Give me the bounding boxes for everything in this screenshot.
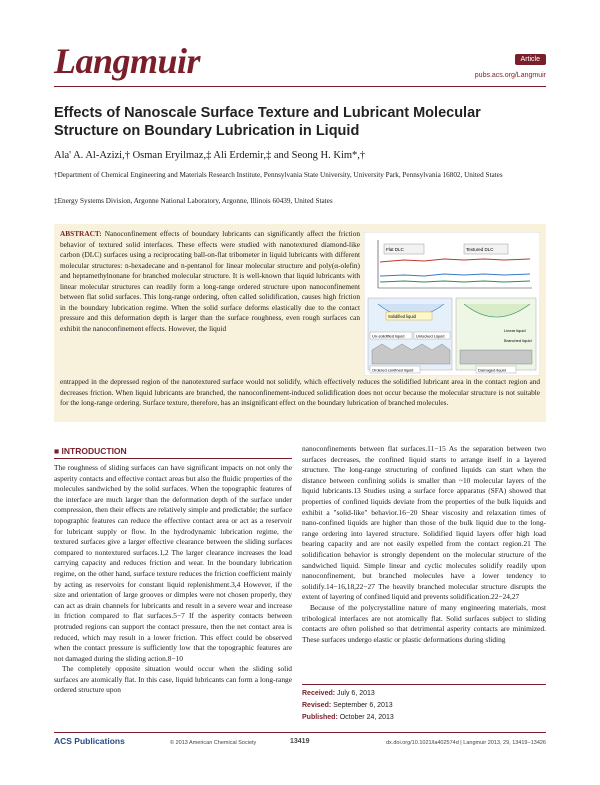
doi-citation[interactable]: dx.doi.org/10.1021/la402574d | Langmuir 2013, 29, 13419−13426: [386, 740, 546, 746]
toc-label-unsolidified: Un-solidified liquid: [372, 333, 405, 339]
article-title: Effects of Nanoscale Surface Texture and Lubricant Molecular Structure on Boundary Lubrication in Liquid: [54, 105, 481, 139]
dates-rule: [302, 684, 546, 685]
section-rule: [54, 458, 292, 459]
intro-right-column: [302, 444, 546, 645]
abstract-text: [60, 229, 360, 334]
abstract-label: ABSTRACT:: [60, 229, 102, 238]
section-title: INTRODUCTION: [61, 446, 127, 456]
copyright: © 2013 American Chemical Society: [170, 740, 257, 746]
affiliation-2: ‡Energy Systems Division, Argonne National Laboratory, Argonne, Illinois 60439, United States: [54, 197, 333, 205]
footer-rule: [54, 732, 546, 733]
published-date: October 24, 2013: [339, 714, 394, 721]
published-label: Published:: [302, 714, 338, 721]
author-list: Ala' A. Al-Azizi,† Osman Eryilmaz,‡ Ali Erdemir,‡ and Seong H. Kim*,†: [54, 150, 366, 161]
toc-graphic-svg: [364, 232, 540, 376]
section-heading-introduction: [54, 446, 127, 456]
toc-label-ordered: Ordered confined liquid: [372, 367, 414, 373]
journal-url[interactable]: pubs.acs.org/Langmuir: [474, 72, 546, 79]
intro-paragraph: nanoconfinements between flat surfaces.11−15 As the separation between two surfaces decreases, the confined liquid starts to arrange itself in a layered structure. The long-range structuring of confined liquids can start when the distance between confining solids is smaller than ~10 molecular layers of the liquid lubricants.13 Studies using a surface force apparatus (SFA) showed that properties of confined liquids deviate from the properties of the bulk liquids and exhibit a "solid-like" behavior.16−20 Shear viscosity and relaxation times of nano-confined liquids are higher than those of the bulk liquid due to the long-range ordering into layered structure. Solidified liquid layers offer high load bearing capacity and are not easily expelled from the contact region.21 The solidification behavior is strongly dependent on the molecular structure of the sandwiched liquid. Simple linear and cyclic molecules solidify readily upon nanoconfinement, but branched molecules have a lower tendency to solidify.14−16,18,22−27 The heavily branched molecular structure disrupts the extent of layering of confined liquid and prevents solidification.22−24,27: [302, 444, 546, 602]
toc-legend-flat: Flat DLC: [386, 247, 404, 252]
toc-label-branched: Branched liquid: [504, 338, 532, 343]
affiliation-1: †Department of Chemical Engineering and Materials Research Institute, Pennsylvania State University, University Park, Pennsylvania 16802, United States: [54, 171, 503, 179]
toc-label-linear: Linear liquid: [504, 328, 526, 333]
received-label: Received:: [302, 690, 336, 697]
toc-legend-textured: Textured DLC: [466, 247, 494, 252]
revised-date: September 6, 2013: [333, 702, 393, 709]
intro-paragraph: Because of the polycrystalline nature of many engineering materials, most tribological interfaces are not atomically flat. Solid surfaces subject to sliding contacts are often polished so that detrimental asperity contacts are minimized. These surfaces undergo elastic or plastic deformations during sliding: [302, 602, 546, 644]
abstract-text-continued: entrapped in the depressed region of the nanotextured surface would not solidify, which effectively reduces the solidified lubricant area in the contact region and decreases friction. When liquid lubricants are branched, the nanoconfinement-induced solidification does not occur because the molecular structure is not suitable for the long-range ordering. Surface texture, therefore, has an insignificant effect on the boundary lubrication of branched molecules.: [60, 377, 540, 407]
intro-paragraph: The completely opposite situation would occur when the sliding solid surfaces are atomically flat. In this case, liquid lubricants can form a long-range ordered structure upon: [54, 664, 292, 695]
journal-logo: Langmuir: [54, 41, 201, 81]
intro-paragraph: The roughness of sliding surfaces can have significant impacts on not only the asperity contacts and effective contact areas but also the fluidic properties of the molecules sandwiched by the solid surfaces. When the topographic features of the interface are much larger than the deformation depth of the surface under compression, then their effects are relatively simple and predictable; the surface topographic features can reduce the effective contact area or act as a reservoir for lubricant supply or flow. In the hydrodynamic lubrication regime, the textured surfaces give a larger effective clearance between the sliding surfaces compared to nontextured surfaces.1,2 The larger clearance increases the load carrying capacity and reduces friction and wear. In the boundary lubrication regime, on the other hand, surface texture reduces the friction coefficient mainly by acting as reservoirs for constant liquid replenishment.3,4 However, if the size and orientation of large grooves or dimples were not chosen properly, they can act as drain channels for lubricants and result in a severe wear and increase in friction compared to flat surfaces.5−7 If the asperity contacts between protruded regions can support the contact pressure, then the net contact area is reduced, which may result in a lower friction. This effect could be observed when the contact pressure is sufficiently low that the topographic features are not damaged during the sliding action.8−10: [54, 463, 292, 663]
abstract-part-1: Nanoconfinement effects of boundary lubricants can significantly affect the friction behavior of textured solid interfaces. These effects were studied with nanotextured diamond-like carbon (DLC) surfaces using a reciprocating ball-on-flat tribometer in liquid lubricants with different molecular structures: n-hexadecane and n-pentanol for linear molecular structure and poly(α-olefin) and heptamethylnonane for branched molecular structure. It is well-known that liquid lubricants with linear molecular structures can readily form a long-range ordered structure upon nanoconfinement between flat solid surfaces. This long-range ordering, often called solidification, causes high friction in the boundary lubrication regime. When the solid surface deforms elastically due to the contact pressure and this deformation depth is larger than the surface roughness, even rough surfaces can exhibit the nanoconfinement effects. However, the liquid: [60, 229, 360, 333]
toc-label-solidified: Solidified liquid: [388, 314, 416, 319]
article-badge: Article: [515, 54, 546, 65]
toc-label-damaged: Damaged liquid: [478, 367, 506, 373]
publisher-logo: ACS Publications: [54, 736, 125, 746]
toc-graphic: [364, 232, 540, 376]
article-dates: [302, 688, 546, 724]
header-rule: [54, 86, 546, 87]
received-date: July 6, 2013: [337, 690, 375, 697]
section-marker-icon: ■: [54, 446, 60, 456]
page-number: 13419: [290, 738, 310, 745]
toc-label-unlocked: Unlocked Liquid: [416, 333, 445, 339]
revised-label: Revised:: [302, 702, 332, 709]
intro-left-column: [54, 463, 292, 696]
